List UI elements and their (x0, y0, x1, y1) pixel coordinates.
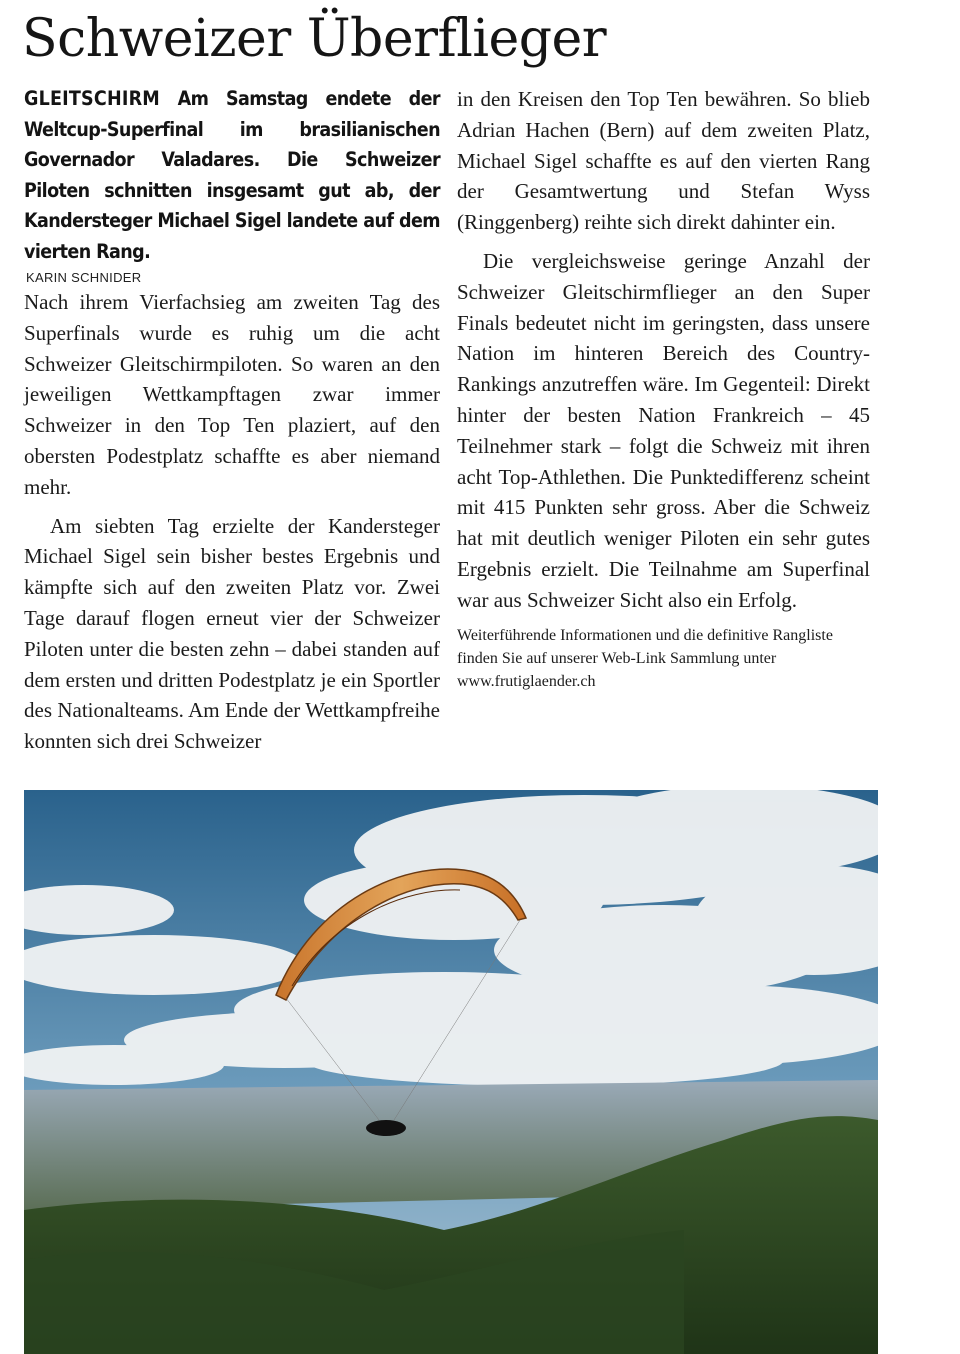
column-left (24, 84, 440, 757)
paraglider-photo-image (24, 790, 878, 1354)
author-byline: KARIN SCHNIDER (26, 270, 142, 285)
paraglider-photo (24, 790, 878, 1354)
info-note: Weiterführende Informationen und die definitive Rangliste finden Sie auf unserer Web-Link Sammlung unter www.frutiglaender.ch (457, 626, 833, 690)
lead-paragraph (24, 84, 440, 267)
headline: Schweizer Überflieger (22, 9, 607, 69)
body-paragraph-1: Nach ihrem Vierfachsieg am zweiten Tag des Superfinals wurde es ruhig um die acht Schweizer Gleitschirmpiloten. So waren an den jeweiligen Wettkampftagen zwar immer Schweizer in den Top Ten plaziert, auf den obersten Podestplatz schaffte es aber niemand mehr. (24, 290, 440, 499)
lead-text: Am Samstag endete der Weltcup-Superfinal im brasilianischen Governador Valadares. Die Schweizer Piloten schnitten insgesamt gut ab, der Kandersteger Michael Sigel landete auf dem vierten Rang. (24, 87, 440, 263)
kicker: GLEITSCHIRM (24, 87, 160, 110)
column-right (457, 84, 870, 693)
body-paragraph-4: Die vergleichsweise geringe Anzahl der Schweizer Gleitschirmflieger an den Super Finals bedeutet nicht im geringsten, dass unsere Nation im hinteren Bereich des Country-Rankings anzutreffen wäre. Im Gegenteil: Direkt hinter der besten Nation Frankreich – 45 Teilnehmer stark – folgt die Schweiz mit ihren acht Top-Athlethen. Die Punktedifferenz scheint mit 415 Punkten sehr gross. Aber die Schweiz hat mit deutlich weniger Piloten ein sehr gutes Ergebnis erzielt. Die Teilnahme am Superfinal war aus Schweizer Sicht also ein Erfolg. (457, 248, 870, 612)
body-paragraph-2: Am siebten Tag erzielte der Kandersteger Michael Sigel sein bisher bestes Ergebnis und kämpfte sich auf den zweiten Platz vor. Zwei Tage darauf flogen erneut vier der Schweizer Piloten unter die besten zehn – dabei standen auf dem ersten und dritten Podestplatz je ein Sportler des Nationalteams. Am Ende der Wettkampfreihe konnten sich drei Schweizer (24, 513, 440, 754)
body-paragraph-3: in den Kreisen den Top Ten bewähren. So blieb Adrian Hachen (Bern) auf dem zweiten Platz, Michael Sigel schaffte es auf den vierten Rang der Gesamtwertung und Stefan Wyss (Ringgenberg) reihte sich direkt dahinter ein. (457, 87, 870, 235)
